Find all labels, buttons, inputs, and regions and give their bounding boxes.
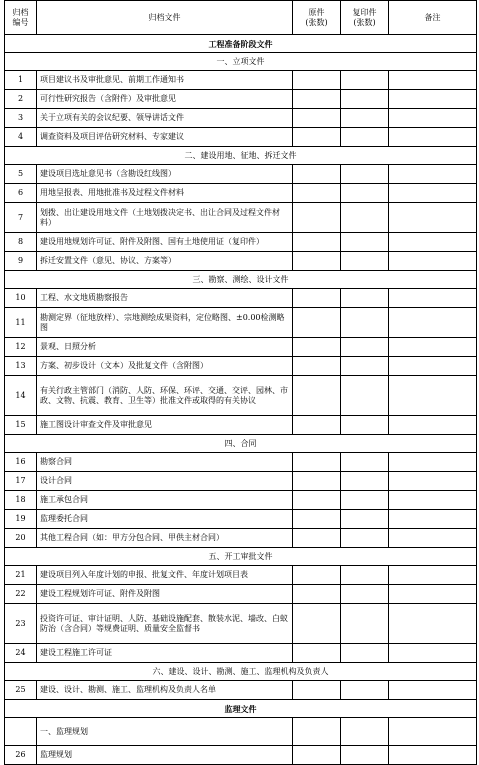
copy-count-cell[interactable] — [341, 376, 389, 416]
table-row — [5, 289, 477, 308]
subsection-heading: 一、立项文件 — [5, 53, 477, 71]
table-row — [5, 416, 477, 435]
copy-count-cell[interactable] — [341, 453, 389, 472]
original-count-cell[interactable] — [293, 308, 341, 338]
table-row — [5, 491, 477, 510]
archive-document-cell: 建设用地规划许可证、附件及附图、国有土地使用证（复印件） — [37, 233, 293, 252]
table-row — [5, 472, 477, 491]
section-heading: 工程准备阶段文件 — [5, 35, 477, 53]
copy-count-cell[interactable] — [341, 510, 389, 529]
archive-number-cell: 7 — [5, 203, 37, 233]
copy-count-cell[interactable] — [341, 585, 389, 604]
remarks-cell[interactable] — [389, 203, 477, 233]
table-row — [5, 604, 477, 644]
table-row — [5, 233, 477, 252]
archive-document-cell: 可行性研究报告（含附件）及审批意见 — [37, 90, 293, 109]
original-count-cell[interactable] — [293, 604, 341, 644]
archive-number-cell: 24 — [5, 644, 37, 663]
archive-number-cell: 20 — [5, 529, 37, 548]
original-count-cell[interactable] — [293, 746, 341, 765]
copy-count-cell[interactable] — [341, 308, 389, 338]
table-row — [5, 308, 477, 338]
subsection-heading: 一、监理规划 — [37, 718, 293, 746]
remarks-cell[interactable] — [389, 376, 477, 416]
original-count-cell[interactable] — [293, 491, 341, 510]
header-row — [5, 1, 477, 35]
remarks-cell[interactable] — [389, 90, 477, 109]
table-row — [5, 338, 477, 357]
archive-number-cell: 14 — [5, 376, 37, 416]
archive-number-cell: 11 — [5, 308, 37, 338]
original-count-cell[interactable] — [293, 338, 341, 357]
archive-document-cell: 投资许可证、审计证明、人防、基础设施配套、散装水泥、墙改、白蚁防治（含合同）等规费证明、质量安全监督书 — [37, 604, 293, 644]
header-copy — [341, 1, 389, 35]
archive-document-cell: 调查资料及项目评估研究材料、专家建议 — [37, 128, 293, 147]
table-row — [5, 585, 477, 604]
archive-number-cell: 9 — [5, 252, 37, 271]
header-original-line1: 原件 — [308, 7, 325, 17]
table-row — [5, 453, 477, 472]
archive-document-cell: 工程、水文地质勘察报告 — [37, 289, 293, 308]
archive-number-cell: 21 — [5, 566, 37, 585]
archive-number-cell: 22 — [5, 585, 37, 604]
table-row — [5, 510, 477, 529]
original-count-cell[interactable] — [293, 203, 341, 233]
remarks-cell[interactable] — [389, 71, 477, 90]
remarks-cell[interactable] — [389, 644, 477, 663]
copy-count-cell[interactable] — [341, 128, 389, 147]
subsection-heading-row — [5, 53, 477, 71]
original-count-cell[interactable] — [293, 376, 341, 416]
remarks-cell[interactable] — [389, 289, 477, 308]
copy-count-cell[interactable] — [341, 529, 389, 548]
table-row — [5, 252, 477, 271]
copy-count-cell[interactable] — [341, 184, 389, 203]
remarks-cell[interactable] — [389, 128, 477, 147]
remarks-cell — [389, 718, 477, 746]
header-copy-line1: 复印件 — [352, 7, 377, 17]
original-count-cell[interactable] — [293, 566, 341, 585]
remarks-cell[interactable] — [389, 585, 477, 604]
header-archive-document: 归档文件 — [37, 1, 293, 35]
copy-count-cell[interactable] — [341, 491, 389, 510]
header-archive-number-line2: 编号 — [12, 17, 29, 27]
subsection-heading: 六、建设、设计、勘测、施工、监理机构及负责人 — [5, 663, 477, 681]
table-row — [5, 681, 477, 700]
header-original-line2: (张数) — [305, 17, 328, 27]
archive-document-cell: 景观、日照分析 — [37, 338, 293, 357]
original-count-cell[interactable] — [293, 453, 341, 472]
archive-document-cell: 拆迁安置文件（意见、协议、方案等） — [37, 252, 293, 271]
archive-document-cell: 勘察合同 — [37, 453, 293, 472]
subsection-heading-row — [5, 663, 477, 681]
copy-count-cell[interactable] — [341, 90, 389, 109]
original-count-cell[interactable] — [293, 644, 341, 663]
header-archive-number — [5, 1, 37, 35]
remarks-cell[interactable] — [389, 165, 477, 184]
archive-number-cell: 19 — [5, 510, 37, 529]
remarks-cell[interactable] — [389, 357, 477, 376]
copy-count-cell[interactable] — [341, 252, 389, 271]
remarks-cell[interactable] — [389, 529, 477, 548]
original-count-cell[interactable] — [293, 128, 341, 147]
table-row — [5, 128, 477, 147]
section-heading-row — [5, 700, 477, 718]
archive-document-cell: 其他工程合同（如：甲方分包合同、甲供主材合同） — [37, 529, 293, 548]
original-count-cell[interactable] — [293, 681, 341, 700]
header-copy-line2: (张数) — [353, 17, 376, 27]
archive-number-cell: 25 — [5, 681, 37, 700]
table-row — [5, 165, 477, 184]
original-count-cell[interactable] — [293, 416, 341, 435]
copy-count-cell[interactable] — [341, 644, 389, 663]
copy-count-cell[interactable] — [341, 338, 389, 357]
remarks-cell[interactable] — [389, 491, 477, 510]
header-remarks: 备注 — [389, 1, 477, 35]
header-archive-number-line1: 归档 — [12, 7, 29, 17]
archive-document-cell: 勘测定界（征地放样）、宗地测绘成果资料，定位略图、±0.00检测略图 — [37, 308, 293, 338]
archive-document-cell: 建设、设计、勘测、施工、监理机构及负责人名单 — [37, 681, 293, 700]
subsection-heading: 三、勘察、测绘、设计文件 — [5, 271, 477, 289]
copy-count-cell[interactable] — [341, 289, 389, 308]
original-count-cell[interactable] — [293, 184, 341, 203]
remarks-cell[interactable] — [389, 566, 477, 585]
archive-number-cell: 8 — [5, 233, 37, 252]
archive-number-cell: 23 — [5, 604, 37, 644]
copy-count-cell[interactable] — [341, 681, 389, 700]
table-row — [5, 184, 477, 203]
remarks-cell[interactable] — [389, 453, 477, 472]
archive-table — [4, 0, 477, 765]
original-count-cell[interactable] — [293, 233, 341, 252]
copy-count-cell[interactable] — [341, 472, 389, 491]
archive-number-cell: 3 — [5, 109, 37, 128]
copy-count-cell[interactable] — [341, 746, 389, 765]
original-count-cell[interactable] — [293, 71, 341, 90]
archive-number-cell: 10 — [5, 289, 37, 308]
copy-count-cell[interactable] — [341, 416, 389, 435]
original-count-cell[interactable] — [293, 109, 341, 128]
archive-document-cell: 监理规划 — [37, 746, 293, 765]
original-count-cell[interactable] — [293, 252, 341, 271]
header-original — [293, 1, 341, 35]
archive-document-cell: 项目建议书及审批意见、前期工作通知书 — [37, 71, 293, 90]
remarks-cell[interactable] — [389, 604, 477, 644]
table-row — [5, 109, 477, 128]
archive-document-cell: 建设工程施工许可证 — [37, 644, 293, 663]
original-count-cell[interactable] — [293, 585, 341, 604]
archive-number-cell: 18 — [5, 491, 37, 510]
table-row — [5, 71, 477, 90]
subsection-heading-row — [5, 435, 477, 453]
remarks-cell[interactable] — [389, 233, 477, 252]
archive-document-cell: 施工承包合同 — [37, 491, 293, 510]
remarks-cell[interactable] — [389, 308, 477, 338]
archive-number-cell: 13 — [5, 357, 37, 376]
remarks-cell[interactable] — [389, 681, 477, 700]
archive-document-cell: 监理委托合同 — [37, 510, 293, 529]
subsection-heading-row — [5, 718, 477, 746]
archive-number-cell: 6 — [5, 184, 37, 203]
copy-count-cell[interactable] — [341, 566, 389, 585]
copy-count-cell[interactable] — [341, 165, 389, 184]
archive-document-cell: 设计合同 — [37, 472, 293, 491]
copy-count-cell[interactable] — [341, 203, 389, 233]
original-count-cell[interactable] — [293, 90, 341, 109]
original-count-cell[interactable] — [293, 510, 341, 529]
copy-count-cell[interactable] — [341, 604, 389, 644]
archive-document-cell: 施工图设计审查文件及审批意见 — [37, 416, 293, 435]
remarks-cell[interactable] — [389, 252, 477, 271]
table-row — [5, 644, 477, 663]
archive-document-cell: 关于立项有关的会议纪要、领导讲话文件 — [37, 109, 293, 128]
table-row — [5, 90, 477, 109]
archive-document-cell: 划拨、出让建设用地文件（土地划拨决定书、出让合同及过程文件材料） — [37, 203, 293, 233]
archive-number-cell: 1 — [5, 71, 37, 90]
table-row — [5, 529, 477, 548]
remarks-cell[interactable] — [389, 184, 477, 203]
archive-number-cell: 17 — [5, 472, 37, 491]
table-body — [5, 35, 477, 765]
remarks-cell[interactable] — [389, 338, 477, 357]
original-count-cell[interactable] — [293, 472, 341, 491]
section-heading-row — [5, 35, 477, 53]
subsection-heading: 五、开工审批文件 — [5, 548, 477, 566]
archive-number-cell — [5, 718, 37, 746]
archive-number-cell: 15 — [5, 416, 37, 435]
subsection-heading: 四、合同 — [5, 435, 477, 453]
archive-document-cell: 建设项目选址意见书（含勘设红线图） — [37, 165, 293, 184]
table-row — [5, 203, 477, 233]
remarks-cell[interactable] — [389, 510, 477, 529]
subsection-heading-row — [5, 548, 477, 566]
remarks-cell[interactable] — [389, 416, 477, 435]
archive-number-cell: 4 — [5, 128, 37, 147]
archive-number-cell: 16 — [5, 453, 37, 472]
remarks-cell[interactable] — [389, 109, 477, 128]
copy-count-cell — [341, 718, 389, 746]
subsection-heading-row — [5, 147, 477, 165]
archive-number-cell: 2 — [5, 90, 37, 109]
copy-count-cell[interactable] — [341, 71, 389, 90]
original-count-cell[interactable] — [293, 529, 341, 548]
original-count-cell — [293, 718, 341, 746]
copy-count-cell[interactable] — [341, 233, 389, 252]
copy-count-cell[interactable] — [341, 109, 389, 128]
subsection-heading: 二、建设用地、征地、拆迁文件 — [5, 147, 477, 165]
table-row — [5, 746, 477, 765]
archive-document-cell: 建设项目列入年度计划的申报、批复文件、年度计划项目表 — [37, 566, 293, 585]
archive-document-cell: 有关行政主管部门（消防、人防、环保、环评、交通、交评、园林、市政、文物、抗震、教育、卫生等）批准文件或取得的有关协议 — [37, 376, 293, 416]
table-row — [5, 566, 477, 585]
archive-document-cell: 用地呈报表、用地批准书及过程文件材料 — [37, 184, 293, 203]
original-count-cell[interactable] — [293, 165, 341, 184]
remarks-cell[interactable] — [389, 746, 477, 765]
table-row — [5, 376, 477, 416]
copy-count-cell[interactable] — [341, 357, 389, 376]
archive-number-cell: 12 — [5, 338, 37, 357]
archive-document-cell: 建设工程规划许可证、附件及附图 — [37, 585, 293, 604]
archive-number-cell: 5 — [5, 165, 37, 184]
original-count-cell[interactable] — [293, 357, 341, 376]
archive-document-cell: 方案、初步设计（文本）及批复文件（含附图） — [37, 357, 293, 376]
archive-number-cell: 26 — [5, 746, 37, 765]
section-heading: 监理文件 — [5, 700, 477, 718]
subsection-heading-row — [5, 271, 477, 289]
original-count-cell[interactable] — [293, 289, 341, 308]
remarks-cell[interactable] — [389, 472, 477, 491]
table-row — [5, 357, 477, 376]
